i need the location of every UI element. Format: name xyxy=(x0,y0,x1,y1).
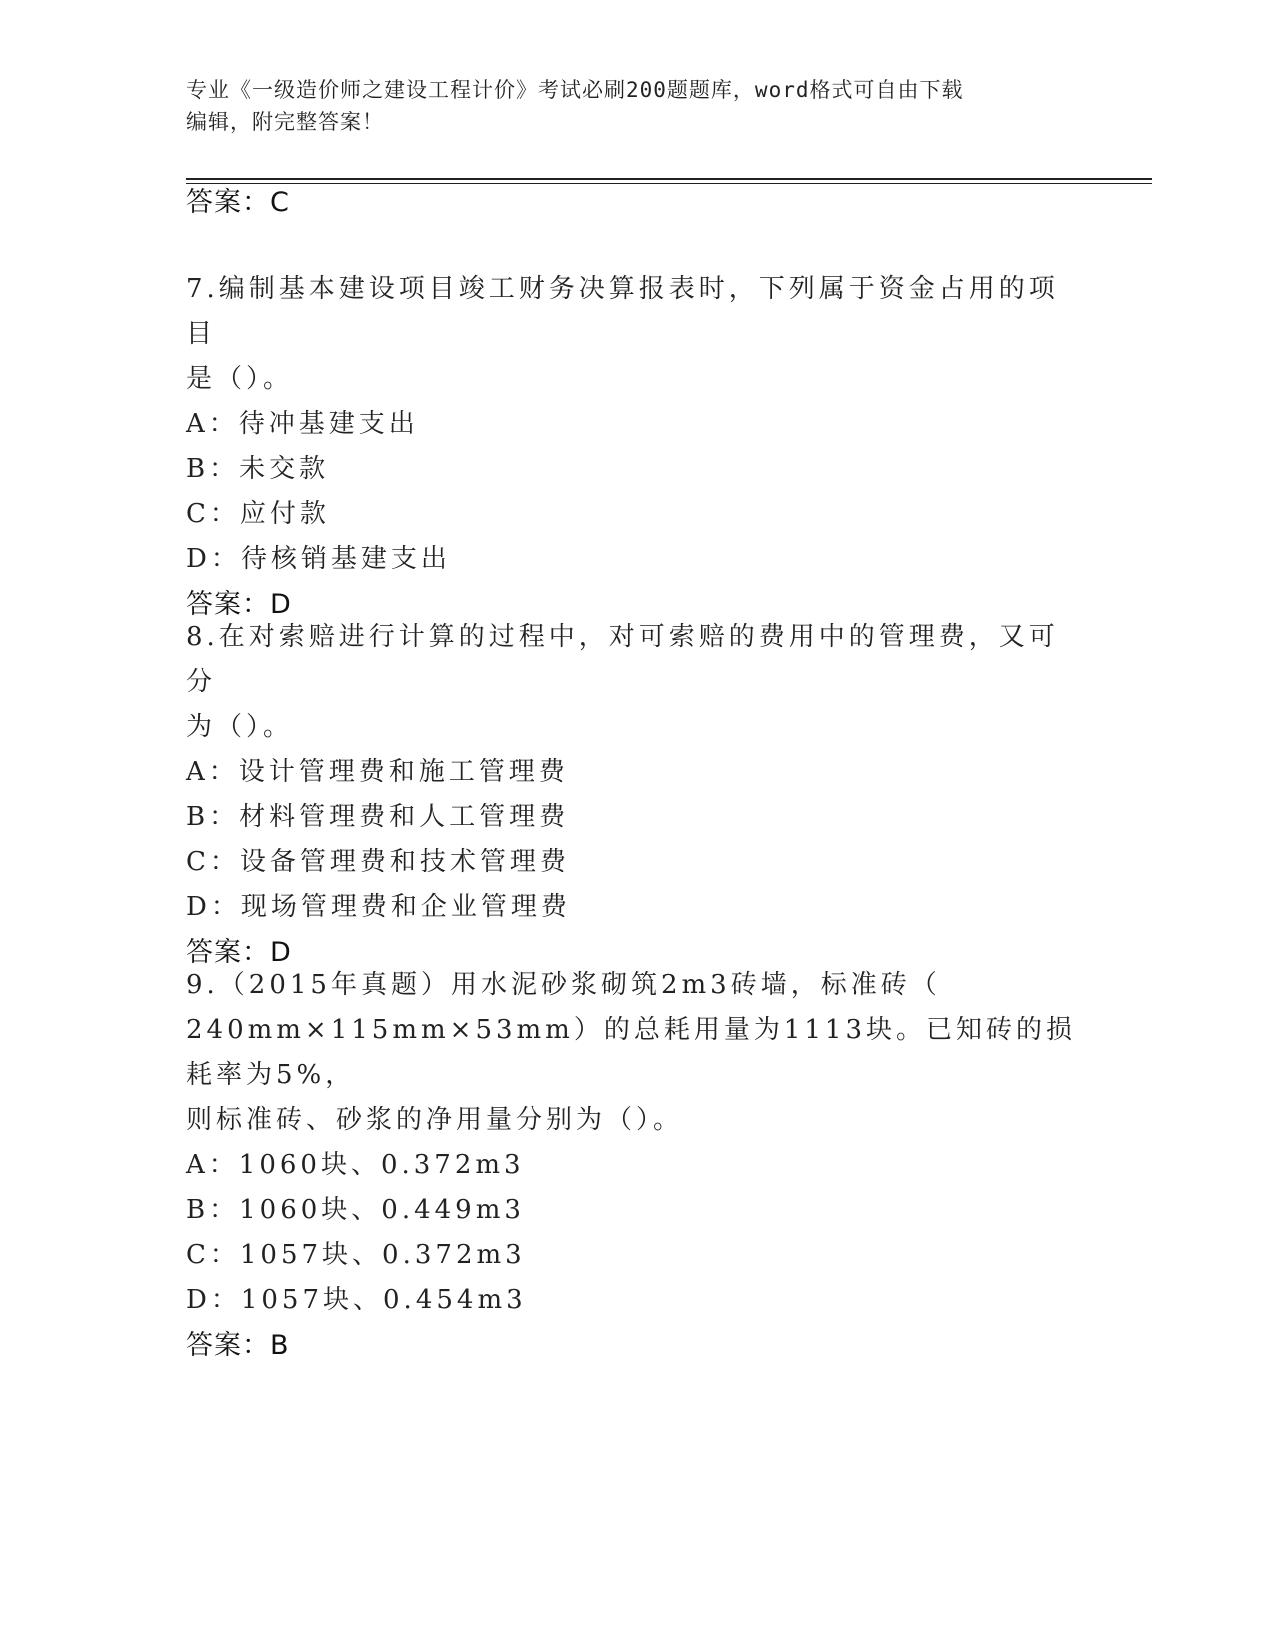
question-text-line: 9.（2015年真题）用水泥砂浆砌筑2m3砖墙，标准砖（ xyxy=(186,970,941,1000)
document-header xyxy=(186,74,1086,138)
answer-label: 答案：D xyxy=(186,589,292,620)
question-text-line: 7.编制基本建设项目竣工财务决算报表时，下列属于资金占用的项目 xyxy=(186,274,1059,349)
answer-label: 答案：B xyxy=(186,1330,290,1361)
option-b: B：材料管理费和人工管理费 xyxy=(186,802,570,832)
option-a: A：待冲基建支出 xyxy=(186,409,419,439)
question-text-line: 是（）。 xyxy=(186,364,294,394)
option-b: B：1060块、0.449m3 xyxy=(186,1195,525,1225)
option-a: A：设计管理费和施工管理费 xyxy=(186,757,569,787)
question-text-line: 为（）。 xyxy=(186,712,294,742)
question-text-line: 240mm×115mm×53mm）的总耗用量为1113块。已知砖的损耗率为5%， xyxy=(186,1015,1077,1090)
question-text-line: 则标准砖、砂浆的净用量分别为（）。 xyxy=(186,1105,684,1135)
option-c: C：设备管理费和技术管理费 xyxy=(186,847,570,877)
option-b: B：未交款 xyxy=(186,454,330,484)
option-a: A：1060块、0.372m3 xyxy=(186,1150,525,1180)
header-line-1: 专业《一级造价师之建设工程计价》考试必刷200题题库，word格式可自由下载 xyxy=(186,78,964,102)
option-d: D：待核销基建支出 xyxy=(186,544,451,574)
answer-label: 答案：D xyxy=(186,937,292,968)
question-9 xyxy=(186,963,1086,1368)
previous-answer-block xyxy=(186,180,1086,225)
option-c: C：应付款 xyxy=(186,499,330,529)
option-d: D：现场管理费和企业管理费 xyxy=(186,892,571,922)
question-8 xyxy=(186,615,1086,975)
question-text-line: 8.在对索赔进行计算的过程中，对可索赔的费用中的管理费，又可分 xyxy=(186,622,1059,697)
option-d: D：1057块、0.454m3 xyxy=(186,1285,527,1315)
answer-label: 答案：C xyxy=(186,187,290,218)
header-line-2: 编辑，附完整答案！ xyxy=(186,110,384,134)
option-c: C：1057块、0.372m3 xyxy=(186,1240,526,1270)
question-7 xyxy=(186,267,1086,627)
